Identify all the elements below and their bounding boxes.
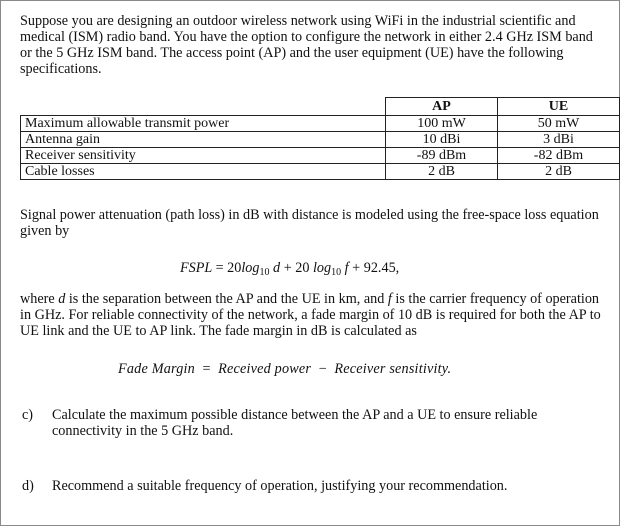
- eq1-lhs: FSPL: [180, 260, 213, 276]
- eq1-comma: ,: [395, 260, 400, 276]
- eq1-var-f: f: [344, 260, 349, 276]
- eq1-base-2: 10: [331, 267, 342, 278]
- ue-rx-sensitivity: -82 dBm: [498, 148, 620, 164]
- where-text-2: is the separation between the AP and the UE in km, and: [65, 291, 388, 307]
- where-var-d: d: [58, 291, 66, 307]
- question-c-text: Calculate the maximum possible distance between the AP and a UE to ensure reliable connectivity in the 5 GHz band.: [52, 407, 538, 439]
- ap-rx-sensitivity: -89 dBm: [386, 148, 498, 164]
- question-c: [22, 407, 582, 439]
- question-d: [22, 478, 582, 494]
- intro-paragraph: Suppose you are designing an outdoor wireless network using WiFi in the industrial scientific and medical (ISM) radio band. You have the option to configure the network in either 2.4 GHz ISM band or the 5 GHz ISM band. The access point (AP) and the user equipment (UE) have the following specifications.: [20, 13, 593, 77]
- ap-antenna-gain: 10 dBi: [386, 132, 498, 148]
- header-blank-cell: [21, 98, 386, 116]
- table-row: [21, 164, 620, 180]
- model-paragraph: Signal power attenuation (path loss) in dB with distance is modeled using the free-space loss equation given by: [20, 207, 599, 239]
- ue-cable-losses: 2 dB: [498, 164, 620, 180]
- eq2-equals: =: [202, 361, 211, 377]
- row-label-tx-power: Maximum allowable transmit power: [21, 116, 386, 132]
- eq2-lhs: Fade Margin: [118, 361, 195, 377]
- eq1-coef-2: 20: [295, 260, 310, 276]
- eq1-var-d: d: [273, 260, 281, 276]
- ap-cable-losses: 2 dB: [386, 164, 498, 180]
- where-paragraph: [20, 291, 605, 339]
- fspl-equation: [180, 260, 399, 276]
- eq2-received-power: Received power: [218, 361, 312, 377]
- where-var-f: f: [387, 291, 392, 307]
- table-row: [21, 132, 620, 148]
- eq1-base-1: 10: [259, 267, 270, 278]
- table-header-row: [21, 98, 620, 116]
- eq1-constant: 92.45: [363, 260, 396, 276]
- eq1-equals: =: [215, 260, 224, 276]
- ap-tx-power: 100 mW: [386, 116, 498, 132]
- ue-tx-power: 50 mW: [498, 116, 620, 132]
- eq2-minus: −: [318, 361, 327, 377]
- eq1-plus-1: +: [283, 260, 292, 276]
- header-ue: UE: [498, 98, 620, 116]
- eq1-log-1: log: [241, 260, 260, 276]
- eq1-coef-1: 20: [227, 260, 242, 276]
- table-row: [21, 148, 620, 164]
- question-d-text: Recommend a suitable frequency of operation, justifying your recommendation.: [52, 478, 508, 494]
- table-row: [21, 116, 620, 132]
- question-c-label: c): [22, 407, 34, 423]
- row-label-cable-losses: Cable losses: [21, 164, 386, 180]
- row-label-antenna-gain: Antenna gain: [21, 132, 386, 148]
- ue-antenna-gain: 3 dBi: [498, 132, 620, 148]
- fade-margin-equation: [118, 361, 451, 377]
- eq1-plus-2: +: [352, 260, 361, 276]
- header-ap: AP: [386, 98, 498, 116]
- eq1-log-2: log: [312, 260, 332, 276]
- where-text-3: is the carrier frequency of operation in GHz. For reliable connectivity of the network, a fade margin of 10 dB is required for both the AP to UE link and the UE to AP link. The fade margin in dB is calculated as: [20, 291, 601, 339]
- question-d-label: d): [22, 478, 34, 494]
- where-text-1: where: [20, 291, 59, 307]
- spec-table: [20, 97, 620, 180]
- eq2-receiver-sensitivity: Receiver sensitivity.: [334, 361, 452, 377]
- row-label-rx-sensitivity: Receiver sensitivity: [21, 148, 386, 164]
